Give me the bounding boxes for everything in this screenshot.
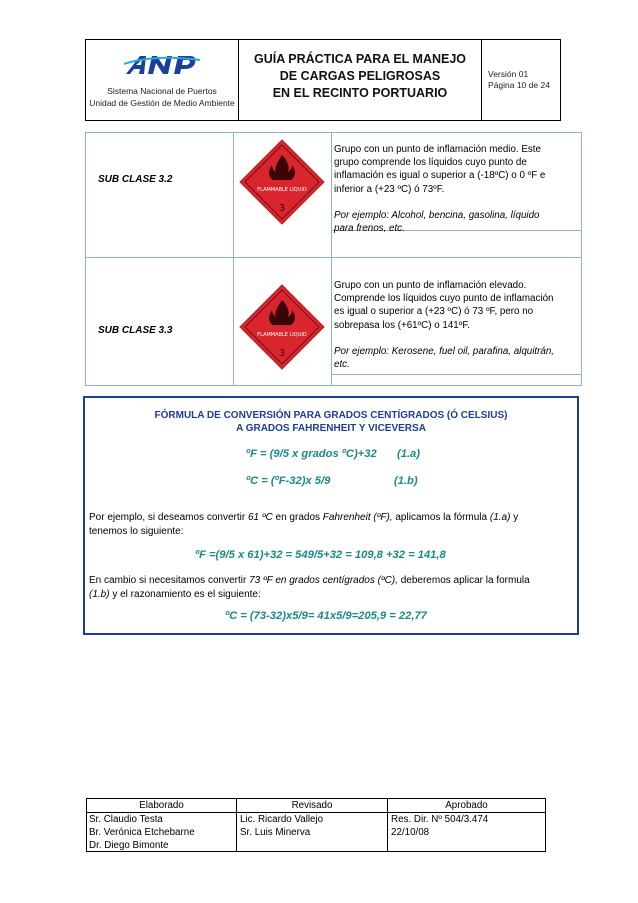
elaborado-header: Elaborado xyxy=(139,800,184,811)
subclass-3-3-description xyxy=(334,279,576,332)
revisado-name: Sr. Luis Minerva xyxy=(240,827,311,838)
desc-line: grupo comprende los líquidos cuyo punto de xyxy=(334,157,527,169)
text-run: 73 ºF en grados centígrados (ºC), xyxy=(249,575,398,586)
org-line-2: Unidad de Gestión de Medio Ambiente xyxy=(89,98,235,108)
example-paragraph-2 xyxy=(89,574,575,602)
version-label: Versión 01 xyxy=(488,69,529,79)
example-calculation-1: ºF =(9/5 x 61)+32 = 549/5+32 = 109,8 +32 = 141,8 xyxy=(195,549,446,561)
title-line-2: DE CARGAS PELIGROSAS xyxy=(279,69,441,83)
desc-line: inferior a (+23 ºC) ó 73ºF. xyxy=(334,183,445,195)
page-label: Página 10 de 24 xyxy=(488,80,550,90)
text-run: deberemos aplicar la formula xyxy=(397,575,530,586)
example-paragraph-1 xyxy=(89,511,575,539)
anp-logo xyxy=(124,52,202,78)
text-run: tenemos lo siguiente: xyxy=(89,526,184,537)
placard-text: FLAMMABLE LIQUID xyxy=(257,187,307,193)
revisado-name: Lic. Ricardo Vallejo xyxy=(240,814,324,825)
text-run: en grados xyxy=(272,512,323,523)
header-version-cell xyxy=(482,40,560,120)
text-run: aplicamos la fórmula xyxy=(392,512,490,523)
example-line: para frenos, etc. xyxy=(334,223,405,235)
elaborado-column xyxy=(87,799,236,851)
formula-1b: ºC = (ºF-32)x 5/9 xyxy=(246,475,331,487)
header-logo-cell xyxy=(86,40,239,120)
placard-number: 3 xyxy=(278,203,286,214)
header-title-cell xyxy=(239,40,482,120)
aprobado-date: 22/10/08 xyxy=(391,827,430,838)
formula-box xyxy=(83,396,579,635)
flammable-liquid-placard-icon xyxy=(239,139,325,225)
aprobado-column xyxy=(388,799,545,851)
org-line-1: Sistema Nacional de Puertos xyxy=(107,86,217,96)
desc-line: es igual o superior a (+23 ºC) ó 73 ºF, pero no xyxy=(334,306,534,318)
subclass-3-2-label: SUB CLASE 3.2 xyxy=(98,174,173,185)
placard-text: FLAMMABLE LIQUID xyxy=(257,332,307,338)
title-line-3: EN EL RECINTO PORTUARIO xyxy=(272,86,448,100)
desc-line: inflamación es igual o superior a (-18ºC) o 0 ºF e xyxy=(334,170,546,182)
text-run: (1.b) xyxy=(89,589,110,600)
document-header xyxy=(85,39,561,121)
elaborado-name: Sr. Claudio Testa xyxy=(89,814,163,825)
desc-line: sobrepasa los (+61ºC) o 141ºF. xyxy=(334,319,470,331)
formula-1b-tag: (1.b) xyxy=(394,475,418,487)
class-table xyxy=(85,132,582,386)
formula-1a-tag: (1.a) xyxy=(397,448,421,460)
subclass-3-2-example xyxy=(334,209,576,235)
aprobado-header: Aprobado xyxy=(445,800,488,811)
text-run: y el razonamiento es el siguiente: xyxy=(109,589,261,600)
formula-heading-line-2: A GRADOS FAHRENHEIT Y VICEVERSA xyxy=(236,423,426,434)
desc-line: Grupo con un punto de inflamación elevado. xyxy=(334,280,527,291)
example-line: Por ejemplo: Kerosene, fuel oil, parafina, alquitrán, xyxy=(334,346,555,357)
elaborado-name: Br. Verónica Etchebarne xyxy=(89,827,195,838)
desc-line: Comprende los líquidos cuyo punto de inflamación xyxy=(334,293,554,305)
elaborado-name: Dr. Diego Bimonte xyxy=(89,840,169,851)
example-line: Por ejemplo: Alcohol, bencina, gasolina, líquido xyxy=(334,210,540,221)
formula-1a: ºF = (9/5 x grados ºC)+32 xyxy=(246,448,377,460)
placard-number: 3 xyxy=(278,348,286,359)
aprobado-resolution: Res. Dir. Nº 504/3.474 xyxy=(391,814,489,825)
subclass-3-2-description xyxy=(334,143,576,196)
revisado-header: Revisado xyxy=(291,800,333,811)
text-run: 61 ºC xyxy=(247,512,273,523)
example-line: etc. xyxy=(334,359,350,371)
revisado-column xyxy=(237,799,387,851)
subclass-3-3-label: SUB CLASE 3.3 xyxy=(98,325,173,336)
text-run: y xyxy=(510,512,519,523)
text-run: (1.a) xyxy=(489,512,511,523)
text-run: En cambio si necesitamos convertir xyxy=(89,575,250,586)
desc-line: Grupo con un punto de inflamación medio. Este xyxy=(334,144,541,155)
text-run: Por ejemplo, si deseamos convertir xyxy=(89,512,248,523)
flammable-liquid-placard-icon xyxy=(239,284,325,370)
subclass-3-3-example xyxy=(334,345,576,371)
title-line-1: GUÍA PRÁCTICA PARA EL MANEJO xyxy=(253,52,467,66)
formula-heading-line-1: FÓRMULA DE CONVERSIÓN PARA GRADOS CENTÍGRADOS (Ó CELSIUS) xyxy=(154,410,508,421)
example-calculation-2: ºC = (73-32)x5/9= 41x5/9=205,9 = 22,77 xyxy=(225,610,427,622)
approval-table xyxy=(86,798,546,852)
text-run: Fahrenheit (ºF), xyxy=(322,512,393,523)
